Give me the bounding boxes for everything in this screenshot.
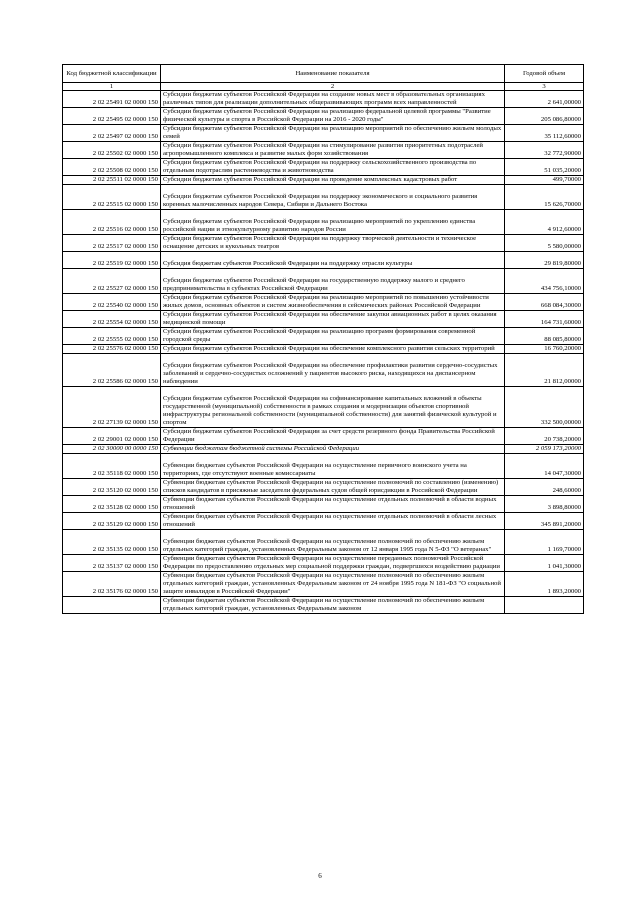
indicator-name-cell: Субсидия бюджетам субъектов Российской Федерации на поддержку отрасли культуры bbox=[161, 252, 505, 269]
table-row bbox=[63, 159, 584, 176]
annual-amount-cell: 1 041,30000 bbox=[505, 555, 584, 572]
budget-code-cell: 2 02 25586 02 0000 150 bbox=[63, 354, 161, 387]
annual-amount-cell: 88 085,80000 bbox=[505, 328, 584, 345]
annual-amount-cell: 32 772,90000 bbox=[505, 142, 584, 159]
table-header-row bbox=[63, 65, 584, 83]
indicator-name-cell: Субсидии бюджетам субъектов Российской Федерации на реализацию программ формирования современной городской среды bbox=[161, 328, 505, 345]
budget-code-cell: 2 02 35176 02 0000 150 bbox=[63, 572, 161, 597]
indicator-name-cell: Субсидии бюджетам субъектов Российской Федерации на обеспечение профилактики развития сердечно-сосудистых заболеваний и сердечно-сосудистых осложнений у пациентов высокого риска, находящихся на диспансерном наблюдении bbox=[161, 354, 505, 387]
indicator-name-cell: Субвенции бюджетам субъектов Российской Федерации на осуществление полномочий по обеспечению жильем отдельных категорий граждан, установленных Федеральным законом от 24 ноября 1995 года N 181-ФЗ "О социальной защите инвалидов в Российской Федерации" bbox=[161, 572, 505, 597]
table-row bbox=[63, 496, 584, 513]
indicator-name-cell: Субсидии бюджетам субъектов Российской Федерации на реализацию мероприятий по укреплению единства российской нации и этнокультурному развитию народов России bbox=[161, 210, 505, 235]
indicator-name-cell: Субсидии бюджетам субъектов Российской Федерации на государственную поддержку малого и среднего предпринимательства в субъектах Российской Федерации bbox=[161, 269, 505, 294]
indicator-name-cell: Субсидии бюджетам субъектов Российской Федерации на реализацию федеральной целевой программы "Развитие физической культуры и спорта в Российской Федерации на 2016 - 2020 годы" bbox=[161, 108, 505, 125]
table-row bbox=[63, 269, 584, 294]
indicator-name-cell: Субсидии бюджетам субъектов Российской Федерации на софинансирование капитальных вложений в объекты государственной (муниципальной) собственности в рамках создания и модернизации объектов спортивной инфраструктуры региональной собственности (муниципальной собственности) для занятий физической культурой и спортом bbox=[161, 387, 505, 428]
indicator-name-cell: Субвенции бюджетам субъектов Российской Федерации на осуществление первичного воинского учета на территориях, где отсутствуют военные комиссариаты bbox=[161, 454, 505, 479]
budget-code-cell: 2 02 25519 02 0000 150 bbox=[63, 252, 161, 269]
table-row bbox=[63, 354, 584, 387]
indicator-name-cell: Субвенции бюджетам субъектов Российской Федерации на осуществление полномочий по обеспечению жильем отдельных категорий граждан, установленных Федеральным законом bbox=[161, 597, 505, 614]
table-row bbox=[63, 294, 584, 311]
table-row bbox=[63, 91, 584, 108]
budget-code-cell: 2 02 25555 02 0000 150 bbox=[63, 328, 161, 345]
budget-code-cell: 2 02 30000 00 0000 150 bbox=[63, 445, 161, 454]
annual-amount-cell: 248,60000 bbox=[505, 479, 584, 496]
annual-amount-cell: 21 812,00000 bbox=[505, 354, 584, 387]
annual-amount-cell: 345 891,20000 bbox=[505, 513, 584, 530]
budget-code-cell: 2 02 25497 02 0000 150 bbox=[63, 125, 161, 142]
indicator-name-cell: Субсидии бюджетам субъектов Российской Федерации на создание новых мест в образовательных организациях различных типов для реализации дополнительных общеразвивающих программ всех направленностей bbox=[161, 91, 505, 108]
budget-code-cell: 2 02 25495 02 0000 150 bbox=[63, 108, 161, 125]
table-row bbox=[63, 555, 584, 572]
annual-amount-cell: 164 731,60000 bbox=[505, 311, 584, 328]
budget-code-cell: 2 02 25511 02 0000 150 bbox=[63, 176, 161, 185]
indicator-name-cell: Субвенции бюджетам субъектов Российской Федерации на осуществление полномочий по составлению (изменению) списков кандидатов в присяжные заседатели федеральных судов общей юрисдикции в Российской Федерации bbox=[161, 479, 505, 496]
annual-amount-cell: 205 086,80000 bbox=[505, 108, 584, 125]
indicator-name-cell: Субвенции бюджетам бюджетной системы Российской Федерации bbox=[161, 445, 505, 454]
annual-amount-cell bbox=[505, 597, 584, 614]
budget-code-cell: 2 02 25502 02 0000 150 bbox=[63, 142, 161, 159]
annual-amount-cell: 2 641,00000 bbox=[505, 91, 584, 108]
budget-code-cell: 2 02 35137 02 0000 150 bbox=[63, 555, 161, 572]
budget-code-cell: 2 02 25491 02 0000 150 bbox=[63, 91, 161, 108]
column-number: 1 bbox=[63, 83, 161, 91]
budget-code-cell: 2 02 25517 02 0000 150 bbox=[63, 235, 161, 252]
budget-code-cell: 2 02 25527 02 0000 150 bbox=[63, 269, 161, 294]
annual-amount-cell: 15 626,70000 bbox=[505, 185, 584, 210]
indicator-name-cell: Субсидии бюджетам субъектов Российской Федерации на поддержку сельскохозяйственного производства по отдельным подотраслям растениеводства и животноводства bbox=[161, 159, 505, 176]
annual-amount-cell: 1 169,70000 bbox=[505, 530, 584, 555]
budget-code-cell: 2 02 35128 02 0000 150 bbox=[63, 496, 161, 513]
column-number: 2 bbox=[161, 83, 505, 91]
budget-code-cell: 2 02 25554 02 0000 150 bbox=[63, 311, 161, 328]
table-row bbox=[63, 530, 584, 555]
budget-code-cell: 2 02 25508 02 0000 150 bbox=[63, 159, 161, 176]
table-row bbox=[63, 252, 584, 269]
annual-amount-cell: 1 893,20000 bbox=[505, 572, 584, 597]
budget-code-cell: 2 02 29001 02 0000 150 bbox=[63, 428, 161, 445]
column-number: 3 bbox=[505, 83, 584, 91]
annual-amount-cell: 29 819,80000 bbox=[505, 252, 584, 269]
annual-amount-cell: 499,70000 bbox=[505, 176, 584, 185]
header-code: Код бюджетной классификации bbox=[63, 65, 161, 83]
budget-code-cell: 2 02 25516 02 0000 150 bbox=[63, 210, 161, 235]
indicator-name-cell: Субсидии бюджетам субъектов Российской Федерации на поддержку экономического и социального развития коренных малочисленных народов Севера, Сибири и Дальнего Востока bbox=[161, 185, 505, 210]
budget-code-cell: 2 02 35129 02 0000 150 bbox=[63, 513, 161, 530]
indicator-name-cell: Субсидии бюджетам субъектов Российской Федерации за счет средств резервного фонда Правительства Российской Федерации bbox=[161, 428, 505, 445]
table-row bbox=[63, 597, 584, 614]
table-row bbox=[63, 387, 584, 428]
budget-code-cell: 2 02 25540 02 0000 150 bbox=[63, 294, 161, 311]
annual-amount-cell: 35 112,60000 bbox=[505, 125, 584, 142]
table-row bbox=[63, 210, 584, 235]
budget-code-cell: 2 02 25576 02 0000 150 bbox=[63, 345, 161, 354]
table-row bbox=[63, 454, 584, 479]
table-row bbox=[63, 125, 584, 142]
indicator-name-cell: Субсидии бюджетам субъектов Российской Федерации на проведение комплексных кадастровых работ bbox=[161, 176, 505, 185]
table-row bbox=[63, 328, 584, 345]
table-row bbox=[63, 445, 584, 454]
annual-amount-cell: 4 912,60000 bbox=[505, 210, 584, 235]
table-row bbox=[63, 479, 584, 496]
indicator-name-cell: Субсидии бюджетам субъектов Российской Федерации на реализацию мероприятий по повышению устойчивости жилых домов, основных объектов и систем жизнеобеспечения в сейсмических районах Российской Федерации bbox=[161, 294, 505, 311]
table-row bbox=[63, 572, 584, 597]
annual-amount-cell: 668 084,30000 bbox=[505, 294, 584, 311]
budget-code-cell: 2 02 35135 02 0000 150 bbox=[63, 530, 161, 555]
table-row bbox=[63, 311, 584, 328]
table-row bbox=[63, 345, 584, 354]
indicator-name-cell: Субвенции бюджетам субъектов Российской Федерации на осуществление полномочий по обеспечению жильем отдельных категорий граждан, установленных Федеральным законом от 12 января 1995 года N 5-ФЗ "О ветеранах" bbox=[161, 530, 505, 555]
budget-code-cell: 2 02 35118 02 0000 150 bbox=[63, 454, 161, 479]
table-row bbox=[63, 185, 584, 210]
indicator-name-cell: Субсидии бюджетам субъектов Российской Федерации на поддержку творческой деятельности и техническое оснащение детских и кукольных театров bbox=[161, 235, 505, 252]
column-number-row bbox=[63, 83, 584, 91]
annual-amount-cell: 2 059 173,20000 bbox=[505, 445, 584, 454]
annual-amount-cell: 5 580,00000 bbox=[505, 235, 584, 252]
annual-amount-cell: 51 035,20000 bbox=[505, 159, 584, 176]
annual-amount-cell: 16 760,20000 bbox=[505, 345, 584, 354]
header-amount: Годовой объем bbox=[505, 65, 584, 83]
budget-code-cell: 2 02 27139 02 0000 150 bbox=[63, 387, 161, 428]
annual-amount-cell: 14 047,30000 bbox=[505, 454, 584, 479]
annual-amount-cell: 332 500,00000 bbox=[505, 387, 584, 428]
budget-code-cell: 2 02 35120 02 0000 150 bbox=[63, 479, 161, 496]
annual-amount-cell: 20 738,20000 bbox=[505, 428, 584, 445]
table-row bbox=[63, 142, 584, 159]
budget-code-cell bbox=[63, 597, 161, 614]
table-row bbox=[63, 235, 584, 252]
annual-amount-cell: 3 898,80000 bbox=[505, 496, 584, 513]
indicator-name-cell: Субвенции бюджетам субъектов Российской Федерации на осуществление отдельных полномочий в области лесных отношений bbox=[161, 513, 505, 530]
indicator-name-cell: Субвенции бюджетам субъектов Российской Федерации на осуществление отдельных полномочий в области водных отношений bbox=[161, 496, 505, 513]
budget-table bbox=[62, 64, 584, 614]
table-row bbox=[63, 176, 584, 185]
header-name: Наименование показателя bbox=[161, 65, 505, 83]
page-number: 6 bbox=[318, 872, 322, 880]
table-row bbox=[63, 108, 584, 125]
indicator-name-cell: Субсидии бюджетам субъектов Российской Федерации на обеспечение закупки авиационных работ в целях оказания медицинской помощи bbox=[161, 311, 505, 328]
indicator-name-cell: Субсидии бюджетам субъектов Российской Федерации на реализацию мероприятий по обеспечению жильем молодых семей bbox=[161, 125, 505, 142]
indicator-name-cell: Субвенции бюджетам субъектов Российской Федерации на осуществление переданных полномочий Российской Федерации по предоставлению отдельных мер социальной поддержки граждан, подвергшихся воздействию радиации bbox=[161, 555, 505, 572]
table-row bbox=[63, 428, 584, 445]
table-row bbox=[63, 513, 584, 530]
indicator-name-cell: Субсидии бюджетам субъектов Российской Федерации на обеспечение комплексного развития сельских территорий bbox=[161, 345, 505, 354]
budget-code-cell: 2 02 25515 02 0000 150 bbox=[63, 185, 161, 210]
indicator-name-cell: Субсидии бюджетам субъектов Российской Федерации на стимулирование развития приоритетных подотраслей агропромышленного комплекса и развитие малых форм хозяйствования bbox=[161, 142, 505, 159]
annual-amount-cell: 434 756,10000 bbox=[505, 269, 584, 294]
